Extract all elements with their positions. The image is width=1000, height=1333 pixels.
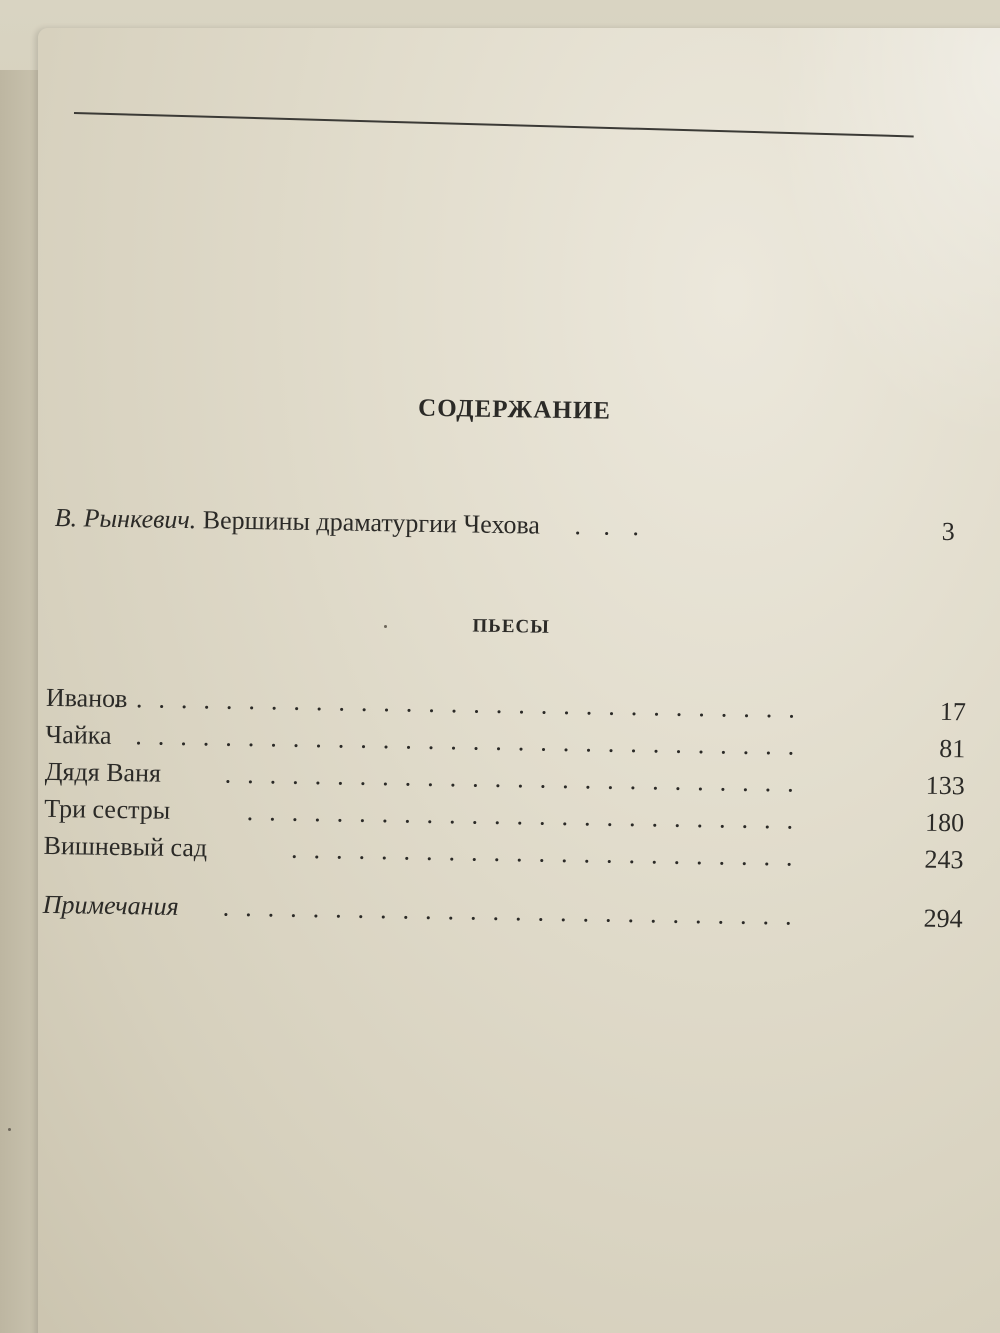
- entry-page-number: 243: [924, 844, 964, 875]
- dot-leader: ..........................: [222, 892, 808, 931]
- entry-title: Примечания: [42, 889, 179, 921]
- section-heading: ПЬЕСЫ: [472, 615, 551, 638]
- dot-leader: ..............................: [135, 721, 811, 761]
- entry-page-number: 180: [924, 807, 965, 838]
- entry-page-number: 294: [923, 903, 963, 934]
- entry-title: Дядя Ваня: [44, 756, 162, 788]
- intro-entry: [54, 503, 965, 557]
- intro-page-number: 3: [941, 516, 955, 547]
- entry-title: Три сестры: [44, 793, 171, 825]
- intro-author: В. Рынкевич.: [54, 502, 197, 535]
- paper-speck: [384, 625, 387, 628]
- dot-leader: ...............................: [113, 683, 812, 724]
- entry-page-number: 17: [939, 696, 967, 727]
- entry-page-number: 81: [939, 733, 966, 764]
- toc-entry-notes: [42, 890, 972, 942]
- entry-title: Чайка: [45, 719, 112, 750]
- dot-leader: .........................: [246, 797, 810, 835]
- dot-leader: .......................: [290, 834, 809, 872]
- intro-title: Вершины драматургии Чехова: [202, 505, 541, 540]
- contents-heading: СОДЕРЖАНИЕ: [417, 394, 612, 425]
- dot-leader: ..........................: [224, 759, 810, 798]
- entry-title: Вишневый сад: [43, 830, 208, 863]
- entry-title: Иванов: [45, 682, 128, 714]
- intro-dot-leader: . . .: [574, 511, 648, 542]
- entry-page-number: 133: [925, 770, 965, 801]
- paper-speck: [8, 1128, 11, 1131]
- plays-list: [42, 683, 976, 942]
